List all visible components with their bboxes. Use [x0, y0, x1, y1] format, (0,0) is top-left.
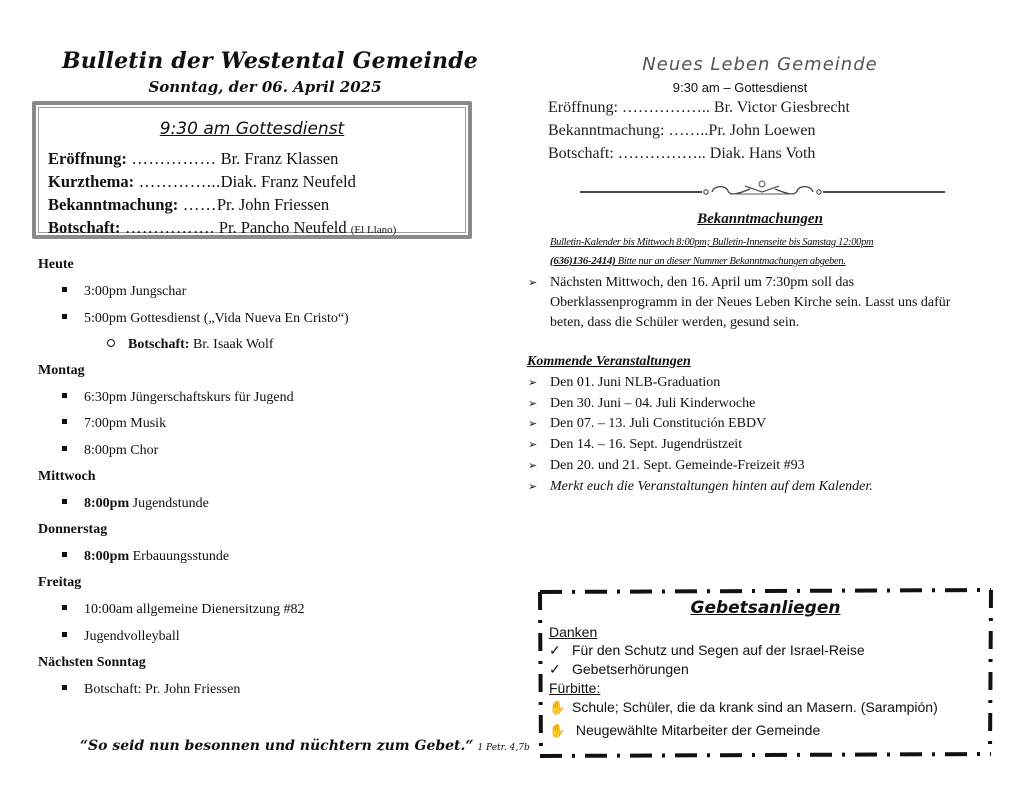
arrow-bullet-icon: ➢	[528, 418, 538, 430]
check-icon: ✓	[549, 661, 561, 677]
day-heading-heute: Heute	[38, 257, 74, 272]
schedule-item	[62, 390, 294, 406]
day-heading-naechsten-sonntag: Nächsten Sonntag	[38, 655, 146, 670]
service-row-dots: …………...	[134, 172, 221, 191]
schedule-item-text: Jugendstunde	[129, 496, 209, 511]
service-row-dots: ……	[178, 195, 217, 214]
bulletin-title: Bulletin der Westental Gemeinde	[62, 48, 478, 74]
nlg-title: Neues Leben Gemeinde	[642, 54, 878, 75]
service-row-dots: …………….	[120, 218, 215, 237]
schedule-item	[62, 311, 349, 327]
square-bullet-icon	[62, 419, 67, 424]
service-row-note: (El Llano)	[350, 224, 397, 236]
schedule-item-text: 8:00pm Chor	[84, 443, 159, 458]
schedule-item	[62, 549, 229, 565]
arrow-bullet-icon: ➢	[528, 377, 538, 389]
service-row-label: Botschaft:	[48, 218, 121, 237]
circle-bullet-icon	[107, 339, 115, 347]
intercession-text: Schule; Schüler, die da krank sind an Masern. (Sarampión)	[572, 699, 938, 715]
intercession-item	[549, 722, 820, 739]
service-box	[32, 101, 472, 239]
event-item	[528, 437, 742, 453]
nlg-row-value: Br. Victor Giesbrecht	[709, 99, 850, 116]
day-heading-montag: Montag	[38, 363, 85, 378]
event-text: Merkt euch die Veranstaltungen hinten auf dem Kalender.	[550, 479, 873, 494]
thanks-text: Für den Schutz und Segen auf der Israel-Reise	[572, 642, 865, 658]
intercession-item	[549, 699, 938, 716]
intercession-heading: Fürbitte:	[549, 680, 601, 696]
schedule-item-text: 5:00pm Gottesdienst („Vida Nueva En Cristo“)	[84, 311, 349, 326]
schedule-item-text: 6:30pm Jüngerschaftskurs für Jugend	[84, 390, 294, 405]
schedule-item	[62, 284, 186, 300]
announcement-phone: (636)136-2414)	[550, 255, 616, 267]
announcement-contact-note	[550, 255, 846, 267]
nlg-row-value: Diak. Hans Voth	[705, 145, 816, 162]
prayer-box	[538, 588, 993, 758]
day-heading-donnerstag: Donnerstag	[38, 522, 108, 537]
schedule-item-text: Botschaft: Pr. John Friessen	[84, 682, 241, 697]
square-bullet-icon	[62, 605, 67, 610]
nlg-row-botschaft	[548, 145, 815, 163]
service-row-value: Diak. Franz Neufeld	[220, 172, 356, 191]
event-text: Den 01. Juni NLB-Graduation	[550, 375, 721, 390]
schedule-item-time: 8:00pm	[84, 496, 130, 511]
schedule-item-time: 8:00pm	[84, 549, 130, 564]
day-heading-mittwoch: Mittwoch	[38, 469, 96, 484]
event-text: Den 20. und 21. Sept. Gemeinde-Freizeit #93	[550, 458, 805, 473]
square-bullet-icon	[62, 314, 67, 319]
announcements-title: Bekanntmachungen	[697, 211, 823, 227]
square-bullet-icon	[62, 552, 67, 557]
event-text: Den 30. Juni – 04. Juli Kinderwoche	[550, 396, 756, 411]
square-bullet-icon	[62, 446, 67, 451]
event-text: Den 07. – 13. Juli Constitución EBDV	[550, 416, 767, 431]
service-row-value: Pr. Pancho Neufeld	[218, 218, 347, 237]
service-row-value: Pr. John Friessen	[216, 195, 330, 214]
schedule-item-text: Erbauungsstunde	[129, 549, 230, 564]
schedule-item	[62, 682, 240, 698]
service-row-eroeffnung	[48, 149, 338, 169]
schedule-item	[62, 416, 166, 432]
square-bullet-icon	[62, 393, 67, 398]
bulletin-date: Sonntag, der 06. April 2025	[148, 78, 382, 96]
nlg-row-label: Bekanntmachung: ……..	[548, 122, 709, 139]
praying-hands-icon: ✋	[549, 700, 566, 715]
praying-hands-icon: ✋	[549, 723, 566, 738]
verse-text: “So seid nun besonnen und nüchtern zum Gebet.“	[80, 738, 474, 754]
schedule-item-text: Jugendvolleyball	[84, 629, 180, 644]
service-row-value: Br. Franz Klassen	[220, 149, 339, 168]
event-item	[528, 416, 766, 432]
schedule-item	[62, 443, 158, 459]
schedule-item	[62, 602, 304, 618]
schedule-subitem	[107, 337, 274, 353]
schedule-item-text: 10:00am allgemeine Dienersitzung #82	[84, 602, 305, 617]
arrow-bullet-icon: ➢	[528, 398, 538, 410]
arrow-bullet-icon: ➢	[528, 481, 538, 493]
arrow-bullet-icon: ➢	[528, 277, 538, 289]
announcement-deadline-note: Bulletin-Kalender bis Mittwoch 8:00pm; Bulletin-Innenseite bis Samstag 12:00pm	[550, 237, 874, 248]
square-bullet-icon	[62, 632, 67, 637]
schedule-subitem-label: Botschaft:	[128, 337, 190, 352]
nlg-row-label: Botschaft: ……………..	[548, 145, 706, 162]
event-item	[528, 375, 720, 391]
intercession-text: Neugewählte Mitarbeiter der Gemeinde	[572, 722, 821, 738]
check-icon: ✓	[549, 642, 561, 658]
square-bullet-icon	[62, 499, 67, 504]
service-row-kurzthema	[48, 172, 356, 192]
square-bullet-icon	[62, 287, 67, 292]
event-item	[528, 479, 873, 495]
nlg-row-label: Eröffnung: ……………..	[548, 99, 710, 116]
nlg-row-eroeffnung	[548, 99, 850, 117]
thanks-item	[549, 642, 865, 659]
ornamental-divider	[580, 180, 945, 200]
schedule-item-text: 3:00pm Jungschar	[84, 284, 187, 299]
arrow-bullet-icon: ➢	[528, 439, 538, 451]
square-bullet-icon	[62, 685, 67, 690]
schedule-item-text: 7:00pm Musik	[84, 416, 167, 431]
service-row-bekanntmachung	[48, 195, 329, 215]
announcement-item	[528, 273, 978, 333]
nlg-row-bekanntmachung	[548, 122, 816, 140]
nlg-row-value: Pr. John Loewen	[708, 122, 816, 139]
schedule-item	[62, 496, 209, 512]
service-row-label: Bekanntmachung:	[48, 195, 179, 214]
service-title: 9:30 am Gottesdienst	[159, 119, 345, 139]
day-heading-freitag: Freitag	[38, 575, 82, 590]
arrow-bullet-icon: ➢	[528, 460, 538, 472]
verse-reference: 1 Petr. 4,7b	[477, 743, 530, 753]
event-text: Den 14. – 16. Sept. Jugendrüstzeit	[550, 437, 743, 452]
prayer-title: Gebetsanliegen	[690, 598, 841, 618]
service-row-label: Kurzthema:	[48, 172, 135, 191]
events-title: Kommende Veranstaltungen	[527, 354, 691, 369]
schedule-item	[62, 629, 180, 645]
schedule-subitem-text: Br. Isaak Wolf	[189, 337, 274, 352]
service-row-dots: ……………	[126, 149, 217, 168]
thanks-heading: Danken	[549, 624, 598, 640]
bible-verse	[80, 738, 530, 754]
thanks-text: Gebetserhörungen	[572, 661, 689, 677]
event-item	[528, 396, 755, 412]
thanks-item	[549, 661, 689, 678]
announcement-contact-text: Bitte nur an dieser Nummer Bekanntmachungen abgeben.	[615, 256, 846, 267]
nlg-subtitle: 9:30 am – Gottesdienst	[672, 80, 808, 95]
announcement-text: Nächsten Mittwoch, den 16. April um 7:30pm soll das Oberklassenprogramm in der Neues Leben Kirche sein. Lasst uns dafür beten, dass die Schüler werden, gesund sein.	[550, 275, 951, 330]
service-row-botschaft	[48, 218, 396, 238]
service-row-label: Eröffnung:	[48, 149, 127, 168]
event-item	[528, 458, 805, 474]
